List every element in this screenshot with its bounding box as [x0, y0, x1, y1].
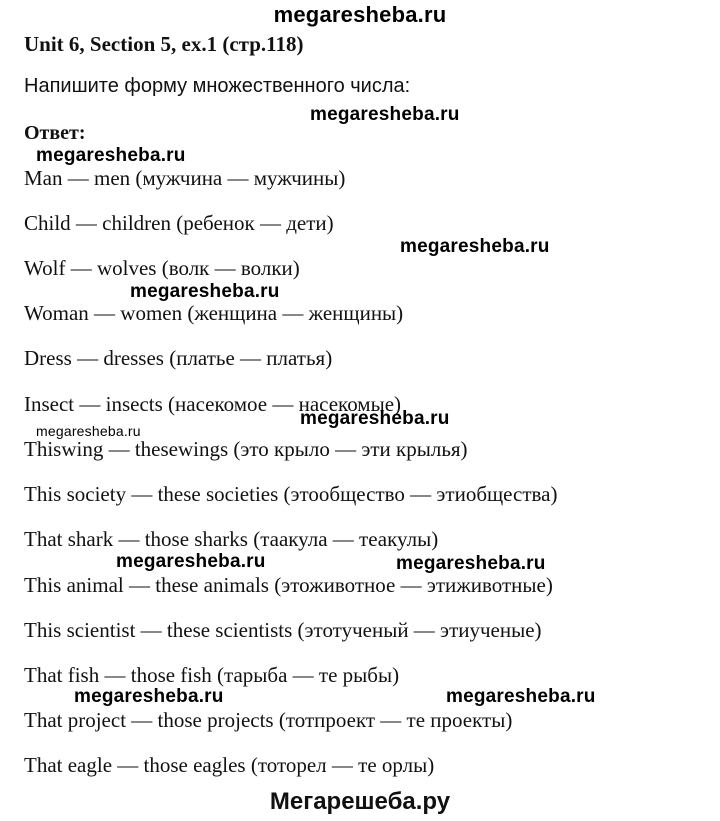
- answer-line: This society — these societies (этообщество — этиобщества): [24, 482, 558, 506]
- answer-line: That fish — those fish (тарыба — те рыбы): [24, 663, 400, 687]
- answer-line: Woman — women (женщина — женщины): [24, 301, 404, 325]
- answer-line: Child — children (ребенок — дети): [24, 211, 334, 235]
- instruction-text: Напишите форму множественного числа:: [24, 75, 411, 97]
- watermark: megaresheba.ru: [446, 686, 596, 707]
- answer-line: That eagle — those eagles (тоторел — те орлы): [24, 753, 435, 777]
- answer-label: Ответ:: [24, 122, 86, 144]
- footer-watermark: Мегарешеба.ру: [269, 788, 451, 815]
- watermark: megaresheba.ru: [116, 551, 266, 572]
- watermark: megaresheba.ru: [396, 553, 546, 574]
- answer-line: That project — those projects (тотпроект — те проекты): [24, 708, 513, 732]
- answer-line: That shark — those sharks (таакула — теакулы): [24, 527, 439, 551]
- answer-line: Man — men (мужчина — мужчины): [24, 166, 346, 190]
- watermark-top: megaresheba.ru: [273, 2, 447, 27]
- watermark: megaresheba.ru: [74, 686, 224, 707]
- answer-line: Thiswing — thesewings (это крыло — эти крылья): [24, 437, 468, 461]
- watermark: megaresheba.ru: [310, 104, 460, 125]
- answer-line: Wolf — wolves (волк — волки): [24, 256, 300, 280]
- answer-line: This scientist — these scientists (этотученый — этиученые): [24, 618, 542, 642]
- answer-line: This animal — these animals (этоживотное — этиживотные): [24, 573, 553, 597]
- page-title: Unit 6, Section 5, ex.1 (стр.118): [24, 32, 304, 56]
- answer-line: Insect — insects (насекомое — насекомые): [24, 392, 402, 416]
- answer-line: Dress — dresses (платье — платья): [24, 346, 333, 370]
- watermark: megaresheba.ru: [36, 423, 141, 439]
- watermark: megaresheba.ru: [300, 408, 450, 429]
- watermark: megaresheba.ru: [130, 281, 280, 302]
- watermark: megaresheba.ru: [400, 236, 550, 257]
- watermark: megaresheba.ru: [36, 145, 186, 166]
